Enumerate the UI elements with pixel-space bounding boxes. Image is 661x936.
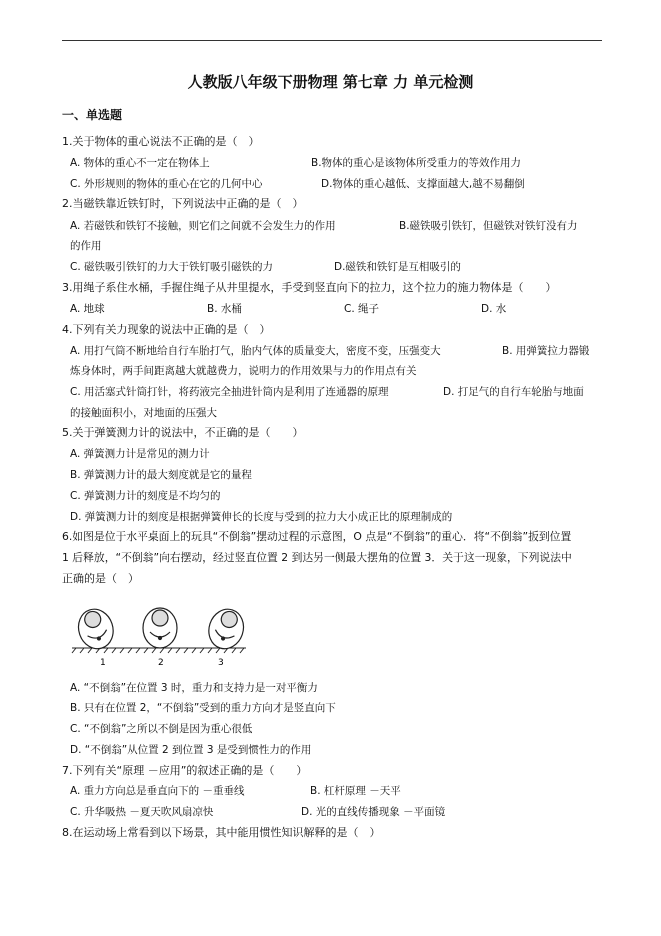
q4-option-d: D. 打足气的自行车轮胎与地面 xyxy=(443,386,584,398)
q1-option-d: D.物体的重心越低、支撑面越大,越不易翻倒 xyxy=(321,178,525,190)
figure-label-1: 1 xyxy=(100,658,106,668)
tumbler-position-1 xyxy=(73,605,118,654)
question-1-stem: 1.关于物体的重心说法不正确的是（ ） xyxy=(62,135,260,148)
q4-option-b-continued: 炼身体时，两手间距离越大就越费力，说明力的作用效果与力的作用点有关 xyxy=(70,365,417,377)
question-8-stem: 8.在运动场上常看到以下场景，其中能用惯性知识解释的是（ ） xyxy=(62,826,381,839)
q3-option-d: D. 水 xyxy=(481,303,507,315)
q3-option-a: A. 地球 xyxy=(70,303,105,315)
q5-option-d: D. 弹簧测力计的刻度是根据弹簧伸长的长度与受到的拉力大小成正比的原理制成的 xyxy=(70,511,453,523)
q4-option-d-continued: 的接触面积小，对地面的压强大 xyxy=(70,407,217,419)
q2-option-b: B.磁铁吸引铁钉，但磁铁对铁钉没有力 xyxy=(399,220,578,232)
q5-option-a: A. 弹簧测力计是常见的测力计 xyxy=(70,448,210,460)
q7-option-b: B. 杠杆原理 －天平 xyxy=(310,785,401,797)
question-4-stem: 4.下列有关力现象的说法中正确的是（ ） xyxy=(62,323,271,336)
q6-option-d: D. “不倒翁”从位置 2 到位置 3 是受到惯性力的作用 xyxy=(70,744,312,756)
q7-option-c: C. 升华吸热 －夏天吹风扇凉快 xyxy=(70,806,214,818)
q2-option-c: C. 磁铁吸引铁钉的力大于铁钉吸引磁铁的力 xyxy=(70,261,274,273)
q4-option-a: A. 用打气筒不断地给自行车胎打气，胎内气体的质量变大，密度不变，压强变大 xyxy=(70,345,441,357)
header-rule xyxy=(62,40,602,41)
q6-option-c: C. “不倒翁”之所以不倒是因为重心很低 xyxy=(70,723,253,735)
tumbler-position-3 xyxy=(204,605,249,654)
question-7-stem: 7.下列有关“原理 －应用”的叙述正确的是（ ） xyxy=(62,764,308,777)
tumbler-toy-figure xyxy=(70,598,250,670)
q3-option-b: B. 水桶 xyxy=(207,303,242,315)
figure-label-2: 2 xyxy=(158,658,164,668)
q5-option-c: C. 弹簧测力计的刻度是不均匀的 xyxy=(70,490,221,502)
q4-option-c: C. 用活塞式针筒打针，将药液完全抽进针筒内是利用了连通器的原理 xyxy=(70,386,389,398)
q1-option-b: B.物体的重心是该物体所受重力的等效作用力 xyxy=(311,157,522,169)
q6-option-b: B. 只有在位置 2，“不倒翁”受到的重力方向才是竖直向下 xyxy=(70,702,336,714)
q5-option-b: B. 弹簧测力计的最大刻度就是它的量程 xyxy=(70,469,252,481)
tumbler-position-2 xyxy=(143,608,177,648)
figure-label-3: 3 xyxy=(218,658,224,668)
question-3-stem: 3.用绳子系住水桶，手握住绳子从井里提水，手受到竖直向下的拉力，这个拉力的施力物体是（ ） xyxy=(62,281,557,294)
q7-option-d: D. 光的直线传播现象 －平面镜 xyxy=(301,806,446,818)
question-5-stem: 5.关于弹簧测力计的说法中，不正确的是（ ） xyxy=(62,426,304,439)
q4-option-b: B. 用弹簧拉力器锻 xyxy=(502,345,590,357)
question-6-stem-line-2: 1 后释放，“不倒翁”向右摆动，经过竖直位置 2 到达另一侧最大摆角的位置 3．关于这一现象，下列说法中 xyxy=(62,551,572,564)
question-2-stem: 2.当磁铁靠近铁钉时，下列说法中正确的是（ ） xyxy=(62,197,304,210)
q2-option-a: A. 若磁铁和铁钉不接触，则它们之间就不会发生力的作用 xyxy=(70,220,336,232)
q6-option-a: A. “不倒翁”在位置 3 时，重力和支持力是一对平衡力 xyxy=(70,682,318,694)
q3-option-c: C. 绳子 xyxy=(344,303,380,315)
q2-option-d: D.磁铁和铁钉是互相吸引的 xyxy=(334,261,461,273)
q2-option-b-continued: 的作用 xyxy=(70,240,102,252)
document-title: 人教版八年级下册物理 第七章 力 单元检测 xyxy=(187,73,474,91)
question-6-stem-line-1: 6.如图是位于水平桌面上的玩具“不倒翁”摆动过程的示意图，O 点是“不倒翁”的重心．将“不倒翁”扳到位置 xyxy=(62,530,572,543)
q1-option-a: A. 物体的重心不一定在物体上 xyxy=(70,157,210,169)
section-heading: 一、单选题 xyxy=(62,108,123,122)
q1-option-c: C. 外形规则的物体的重心在它的几何中心 xyxy=(70,178,263,190)
question-6-stem-line-3: 正确的是（ ） xyxy=(62,572,139,585)
q7-option-a: A. 重力方向总是垂直向下的 －重垂线 xyxy=(70,785,245,797)
